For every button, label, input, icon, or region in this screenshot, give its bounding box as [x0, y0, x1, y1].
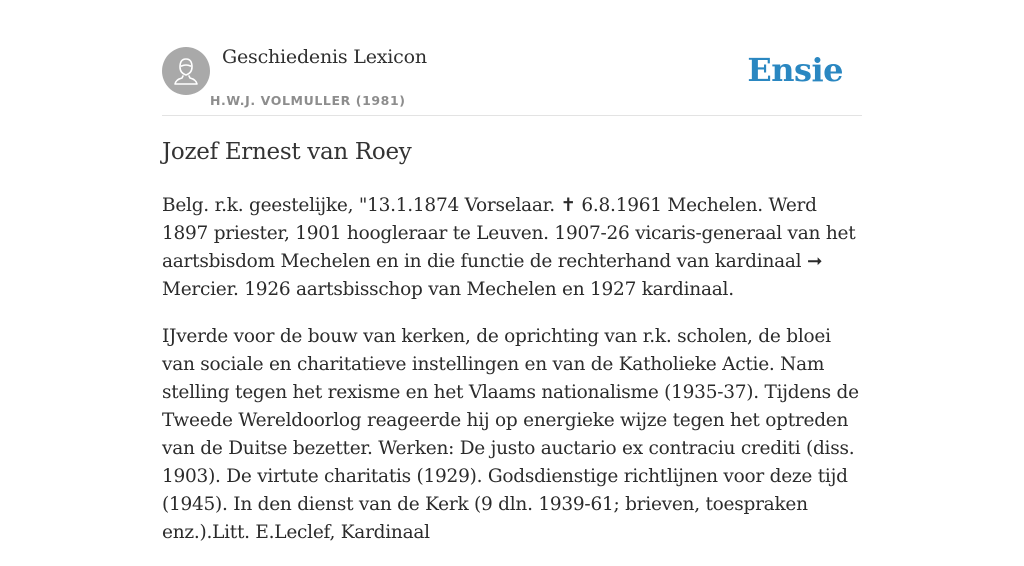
- header-divider: [162, 115, 862, 116]
- entry-title: Jozef Ernest van Roey: [162, 139, 412, 165]
- entry-paragraph: IJverde voor de bouw van kerken, de oprichting van r.k. scholen, de bloei van sociale en charitatieve instellingen en van de Katholieke Actie. Nam stelling tegen het rexisme en het Vlaams nationalisme (1935-37). Tijdens de Tweede Wereldoorlog reageerde hij op energieke wijze tegen het optreden van de Duitse bezetter. Werken: De justo auctario ex contraciu crediti (diss. 1903). De virtute charitatis (1929). Godsdienstige richtlijnen voor deze tijd (1945). In den dienst van de Kerk (9 dln. 1939-61; brieven, toespraken enz.).Litt. E.Leclef, Kardinaal: [162, 326, 859, 543]
- author-label[interactable]: H.W.J. VOLMULLER (1981): [210, 93, 406, 108]
- ensie-logo[interactable]: Ensie: [747, 51, 843, 89]
- lexicon-title[interactable]: Geschiedenis Lexicon: [222, 46, 427, 68]
- avatar[interactable]: [162, 47, 210, 95]
- user-icon: [162, 47, 210, 95]
- entry-paragraph: Belg. r.k. geestelijke, "13.1.1874 Vorselaar. ✝ 6.8.1961 Mechelen. Werd 1897 priester, 1901 hoogleraar te Leuven. 1907-26 vicaris-generaal van het aartsbisdom Mechelen en in die functie de rechterhand van kardinaal ➞ Mercier. 1926 aartsbisschop van Mechelen en 1927 kardinaal.: [162, 195, 856, 300]
- entry-body: [162, 192, 862, 566]
